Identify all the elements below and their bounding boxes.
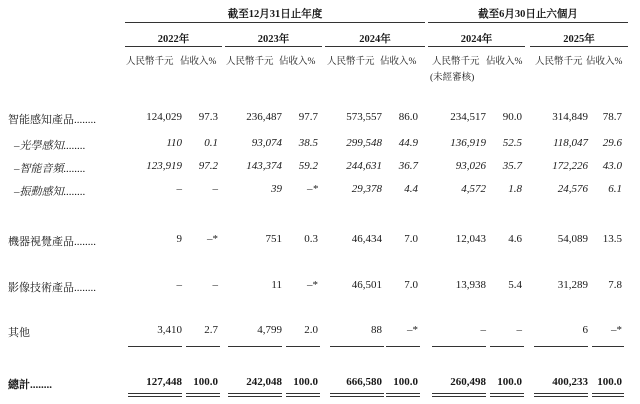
total-cell: 100.0 <box>597 376 622 388</box>
cell: 35.7 <box>502 160 522 172</box>
cell: 172,226 <box>552 160 588 172</box>
period-header-fy: 截至12月31日止年度 <box>227 9 323 20</box>
cell: 6 <box>582 324 588 336</box>
cell: 136,919 <box>450 137 486 149</box>
total-cell: 100.0 <box>497 376 522 388</box>
cell: 0.3 <box>304 233 318 245</box>
cell: 97.2 <box>198 160 218 172</box>
year-header: 2024年 <box>460 34 493 45</box>
cell: 2.0 <box>304 324 318 336</box>
total-double-rule <box>128 393 182 397</box>
cell: –* <box>611 324 622 336</box>
cell: 97.7 <box>298 111 318 123</box>
row-label-total: 總計........ <box>8 379 52 391</box>
total-double-rule <box>534 393 588 397</box>
cell: 29.6 <box>602 137 622 149</box>
year-header: 2022年 <box>157 34 190 45</box>
total-double-rule <box>330 393 384 397</box>
sum-rule <box>286 346 320 347</box>
cell: – <box>516 324 522 336</box>
cell: 13.5 <box>602 233 622 245</box>
year-rule <box>125 46 222 47</box>
cell: 93,074 <box>251 137 282 149</box>
total-double-rule <box>386 393 420 397</box>
cell: 4.6 <box>508 233 522 245</box>
cell: 3,410 <box>157 324 182 336</box>
row-label: 其他 <box>8 327 30 339</box>
cell: 0.1 <box>204 137 218 149</box>
sum-rule <box>228 346 282 347</box>
cell: 234,517 <box>450 111 486 123</box>
row-label-sub: –振動感知........ <box>14 186 86 198</box>
period-header-hy: 截至6月30日止六個月 <box>478 9 578 20</box>
cell: – <box>176 279 182 291</box>
total-cell: 100.0 <box>193 376 218 388</box>
cell: 36.7 <box>398 160 418 172</box>
cell: 7.8 <box>608 279 622 291</box>
total-cell: 242,048 <box>246 376 282 388</box>
year-header: 2024年 <box>359 34 391 45</box>
year-header: 2023年 <box>257 34 290 45</box>
row-label: 影像技術產品........ <box>8 282 96 294</box>
row-label-sub: –智能音頻........ <box>14 163 86 175</box>
cell: –* <box>307 279 318 291</box>
cell: 314,849 <box>552 111 588 123</box>
cell: 46,434 <box>351 233 382 245</box>
total-double-rule <box>490 393 524 397</box>
row-label: 機器視覺產品........ <box>8 236 96 248</box>
year-rule <box>530 46 628 47</box>
cell: 31,289 <box>557 279 588 291</box>
cell: –* <box>407 324 418 336</box>
cell: 86.0 <box>398 111 418 123</box>
cell: – <box>480 324 486 336</box>
cell: 573,557 <box>346 111 382 123</box>
col-header-rmb: 人民幣千元 <box>126 57 174 67</box>
header-rule <box>428 22 628 23</box>
row-label-sub: –光學感知........ <box>14 140 86 152</box>
unaudited-note: (未經審核) <box>430 73 475 83</box>
sum-rule <box>592 346 624 347</box>
cell: –* <box>307 183 318 195</box>
total-cell: 666,580 <box>346 376 382 388</box>
cell: 110 <box>166 137 182 149</box>
year-rule <box>225 46 322 47</box>
cell: 6.1 <box>608 183 622 195</box>
cell: 39 <box>271 183 282 195</box>
cell: 751 <box>265 233 282 245</box>
cell: 124,029 <box>146 111 182 123</box>
header-rule <box>125 22 425 23</box>
cell: 4,799 <box>257 324 282 336</box>
sum-rule <box>432 346 486 347</box>
sum-rule <box>330 346 384 347</box>
cell: 90.0 <box>502 111 522 123</box>
sum-rule <box>534 346 588 347</box>
total-cell: 100.0 <box>293 376 318 388</box>
col-header-rmb: 人民幣千元 <box>226 57 274 67</box>
year-rule <box>325 46 425 47</box>
cell: 43.0 <box>602 160 622 172</box>
cell: 4.4 <box>404 183 418 195</box>
cell: 97.3 <box>198 111 218 123</box>
cell: –* <box>207 233 218 245</box>
cell: 4,572 <box>461 183 486 195</box>
cell: 9 <box>176 233 182 245</box>
cell: 143,374 <box>246 160 282 172</box>
cell: 7.0 <box>404 279 418 291</box>
cell: 88 <box>371 324 382 336</box>
cell: 52.5 <box>502 137 522 149</box>
col-header-rmb: 人民幣千元 <box>432 57 480 67</box>
cell: 29,378 <box>351 183 382 195</box>
cell: – <box>212 279 218 291</box>
sum-rule <box>128 346 182 347</box>
cell: 93,026 <box>455 160 486 172</box>
cell: 244,631 <box>346 160 382 172</box>
cell: 5.4 <box>508 279 522 291</box>
cell: – <box>212 183 218 195</box>
col-header-pct: 佔收入% <box>180 57 217 67</box>
cell: 118,047 <box>553 137 588 149</box>
cell: 46,501 <box>351 279 382 291</box>
cell: 13,938 <box>455 279 486 291</box>
total-cell: 127,448 <box>146 376 182 388</box>
total-cell: 400,233 <box>552 376 588 388</box>
year-header: 2025年 <box>563 34 595 45</box>
sum-rule <box>490 346 524 347</box>
cell: 11 <box>271 279 282 291</box>
col-header-pct: 佔收入% <box>586 57 623 67</box>
col-header-pct: 佔收入% <box>486 57 523 67</box>
col-header-rmb: 人民幣千元 <box>327 57 375 67</box>
col-header-pct: 佔收入% <box>380 57 417 67</box>
cell: 44.9 <box>398 137 418 149</box>
total-double-rule <box>286 393 320 397</box>
cell: 24,576 <box>557 183 588 195</box>
sum-rule <box>186 346 220 347</box>
total-cell: 100.0 <box>393 376 418 388</box>
sum-rule <box>386 346 420 347</box>
cell: 7.0 <box>404 233 418 245</box>
cell: 2.7 <box>204 324 218 336</box>
total-double-rule <box>228 393 282 397</box>
total-double-rule <box>592 393 624 397</box>
total-double-rule <box>186 393 220 397</box>
cell: 123,919 <box>146 160 182 172</box>
cell: 54,089 <box>557 233 588 245</box>
total-double-rule <box>432 393 486 397</box>
cell: 78.7 <box>602 111 622 123</box>
row-label: 智能感知產品........ <box>8 114 96 126</box>
cell: 236,487 <box>246 111 282 123</box>
col-header-rmb: 人民幣千元 <box>535 57 583 67</box>
cell: 12,043 <box>455 233 486 245</box>
year-rule <box>428 46 525 47</box>
cell: 1.8 <box>508 183 522 195</box>
col-header-pct: 佔收入% <box>279 57 316 67</box>
cell: 299,548 <box>346 137 382 149</box>
cell: – <box>176 183 182 195</box>
cell: 59.2 <box>298 160 318 172</box>
total-cell: 260,498 <box>450 376 486 388</box>
cell: 38.5 <box>298 137 318 149</box>
